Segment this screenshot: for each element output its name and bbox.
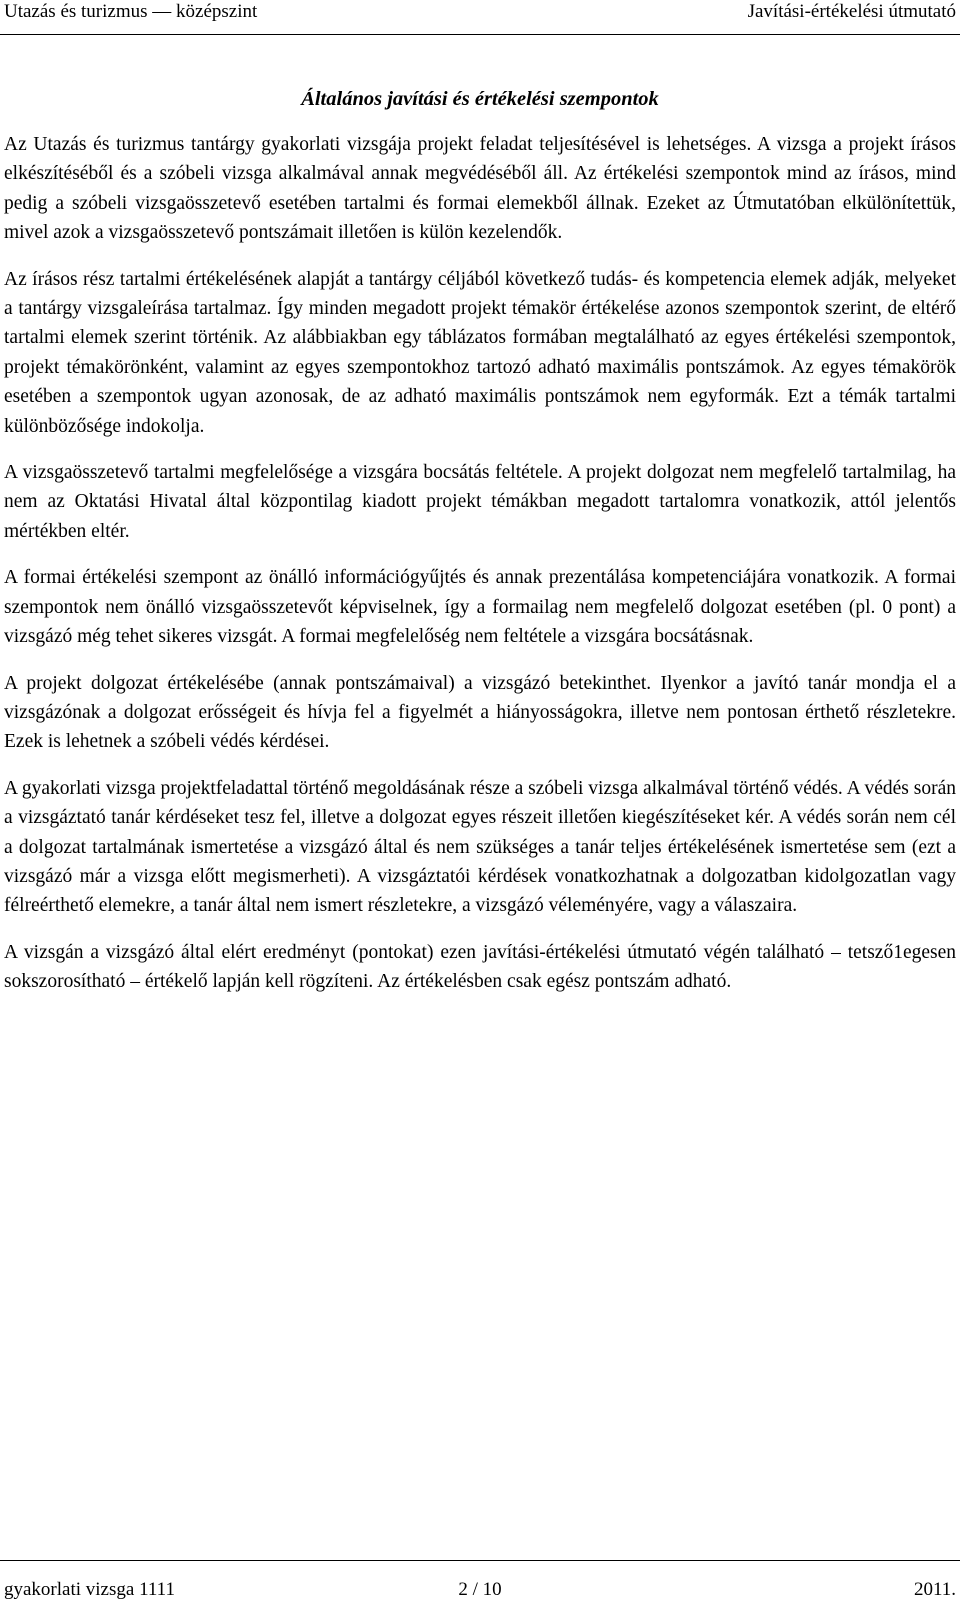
document-title: Általános javítási és értékelési szempontok <box>301 88 659 110</box>
footer-divider <box>0 1560 960 1561</box>
document-body <box>4 80 956 1014</box>
header-subject: Utazás és turizmus — középszint <box>4 1 258 22</box>
paragraph-written-content: Az írásos rész tartalmi értékelésének alapját a tantárgy céljából következő tudás- és kompetencia elemek adják, melyeket a tantárgy vizsgaleírása tartalmaz. Így minden megadott projekt témakör értékelése azonos szempontok szerint, de eltérő tartalmi elemek szerint történik. Az alábbiakban egy táblázatos formában megtalálható az egyes értékelési szempontok, projekt témakörönként, valamint az egyes szempontokhoz tartozó adható maximális pontszámok. Az egyes témakörök esetében a szempontok ugyan azonosak, de az adható maximális pontszámok nem egyformák. Ezt a témák tartalmi különbözősége indokolja. <box>4 268 956 437</box>
paragraph-intro: Az Utazás és turizmus tantárgy gyakorlati vizsgája projekt feladat teljesítésével is lehetséges. A vizsga a projekt írásos elkészítéséből és a szóbeli vizsga alkalmával annak megvédéséből áll. Az értékelési szempontok mind az írásos, mind pedig a szóbeli vizsgaösszetevő esetében tartalmi és formai elemekből állnak. Ezeket az Útmutatóban elkülönítettük, mivel azok a vizsgaösszetevő pontszámait illetően is külön kezelendők. <box>4 134 956 244</box>
footer-exam-code: gyakorlati vizsga 1111 <box>4 1579 175 1600</box>
page-header <box>0 0 960 38</box>
paragraph-review: A projekt dolgozat értékelésébe (annak pontszámaival) a vizsgázó betekinthet. Ilyenkor a javító tanár mondja el a vizsgázónak a dolgozat erősségeit és hívja fel a figyelmét a hiányosságokra, illetve nem pontosan érthető részletekre. Ezek is lehetnek a szóbeli védés kérdései. <box>4 672 956 753</box>
header-doc-type: Javítási-értékelési útmutató <box>747 1 956 22</box>
paragraph-formal-criteria: A formai értékelési szempont az önálló információgyűjtés és annak prezentálása kompetenciájára vonatkozik. A formai szempontok nem önálló vizsgaösszetevőt képviselnek, így a formailag nem megfelelő dolgozat esetében (pl. 0 pont) a vizsgázó még tehet sikeres vizsgát. A formai megfelelőség nem feltétele a vizsgára bocsátásnak. <box>4 567 956 648</box>
header-divider <box>0 34 960 35</box>
footer-year: 2011. <box>913 1579 956 1600</box>
paragraph-scoring: A vizsgán a vizsgázó által elért eredményt (pontokat) ezen javítási-értékelési útmutató végén található – tetsző1egesen sokszorosítható – értékelő lapján kell rögzíteni. Az értékelésben csak egész pontszám adható. <box>4 941 956 993</box>
footer-page-number: 2 / 10 <box>458 1579 502 1600</box>
paragraph-oral-defense: A gyakorlati vizsga projektfeladattal történő megoldásának része a szóbeli vizsga alkalmával történő védés. A védés során a vizsgáztató tanár kérdéseket tesz fel, illetve a dolgozat egyes részeit illetően kiegészítéseket kér. A védés során nem cél a dolgozat tartalmának ismertetése a vizsgázó által és nem szükséges a tanár teljes értékelésének ismertetése sem (ezt a vizsgázó már a vizsga előtt megismerheti). A vizsgáztatói kérdések vonatkozhatnak a dolgozatban kidolgozatlan vagy félreérthető elemekre, a tanár által nem ismert részletekre, a vizsgázó véleményére, vagy a válaszaira. <box>4 777 956 917</box>
paragraph-admission-condition: A vizsgaösszetevő tartalmi megfelelősége a vizsgára bocsátás feltétele. A projekt dolgozat nem megfelelő tartalmilag, ha nem az Oktatási Hivatal által központilag kiadott projekt témákban megadott tartalomra vonatkozik, attól jelentős mértékben eltér. <box>4 462 956 542</box>
